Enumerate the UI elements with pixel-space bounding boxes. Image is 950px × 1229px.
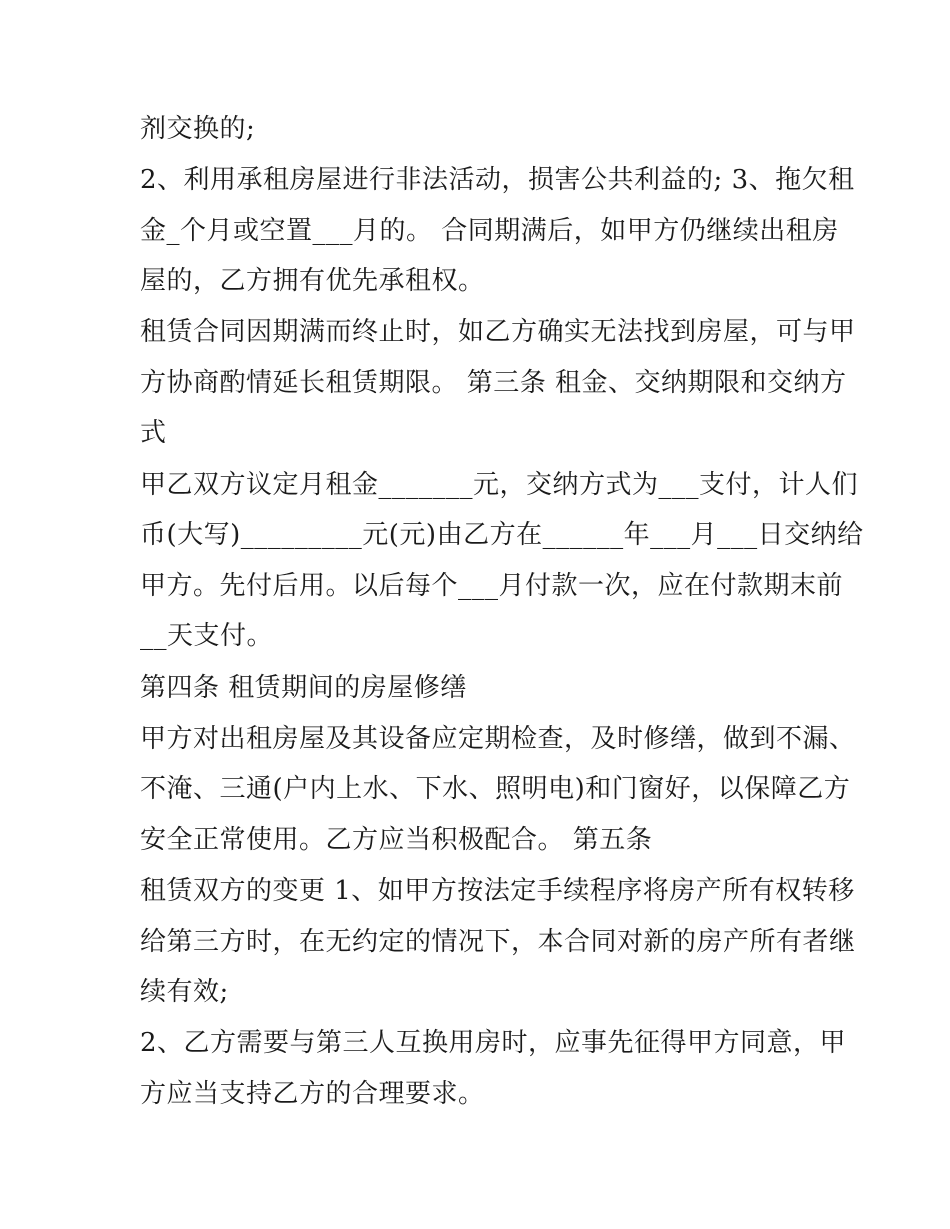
text-line: 给第三方时，在无约定的情况下，本合同对新的房产所有者继 [140, 927, 856, 957]
text-line: 2、利用承租房屋进行非法活动，损害公共利益的; 3、拖欠租 [140, 165, 855, 195]
text-line: 甲乙双方议定月租金_______元，交纳方式为___支付，计人们 [140, 470, 859, 500]
text-line: 2、乙方需要与第三人互换用房时，应事先征得甲方同意，甲 [140, 1028, 847, 1058]
text-line: 金_个月或空置___月的。 合同期满后，如甲方仍继续出租房 [140, 216, 839, 246]
text-line: 币(大写)_________元(元)由乙方在______年___月___日交纳给 [140, 520, 864, 550]
section-heading: 第四条 租赁期间的房屋修缮 [140, 673, 467, 703]
text-line: 屋的，乙方拥有优先承租权。 [140, 266, 485, 296]
text-line: 式 [140, 418, 167, 448]
text-line: 续有效; [140, 977, 229, 1007]
text-line: 方协商酌情延长租赁期限。 第三条 租金、交纳期限和交纳方 [140, 368, 847, 398]
text-line: 甲方对出租房屋及其设备应定期检查，及时修缮，做到不漏、 [140, 724, 856, 754]
text-line: 方应当支持乙方的合理要求。 [140, 1079, 485, 1109]
text-line: 剂交换的; [140, 114, 256, 144]
text-line: 租赁双方的变更 1、如甲方按法定手续程序将房产所有权转移 [140, 876, 855, 906]
text-line: 安全正常使用。乙方应当积极配合。 第五条 [140, 825, 653, 855]
text-line: __天支付。 [140, 621, 274, 651]
text-line: 不淹、三通(户内上水、下水、照明电)和门窗好，以保障乙方 [140, 774, 851, 804]
text-line: 甲方。先付后用。以后每个___月付款一次，应在付款期末前 [140, 571, 844, 601]
text-line: 租赁合同因期满而终止时，如乙方确实无法找到房屋，可与甲 [140, 317, 856, 347]
